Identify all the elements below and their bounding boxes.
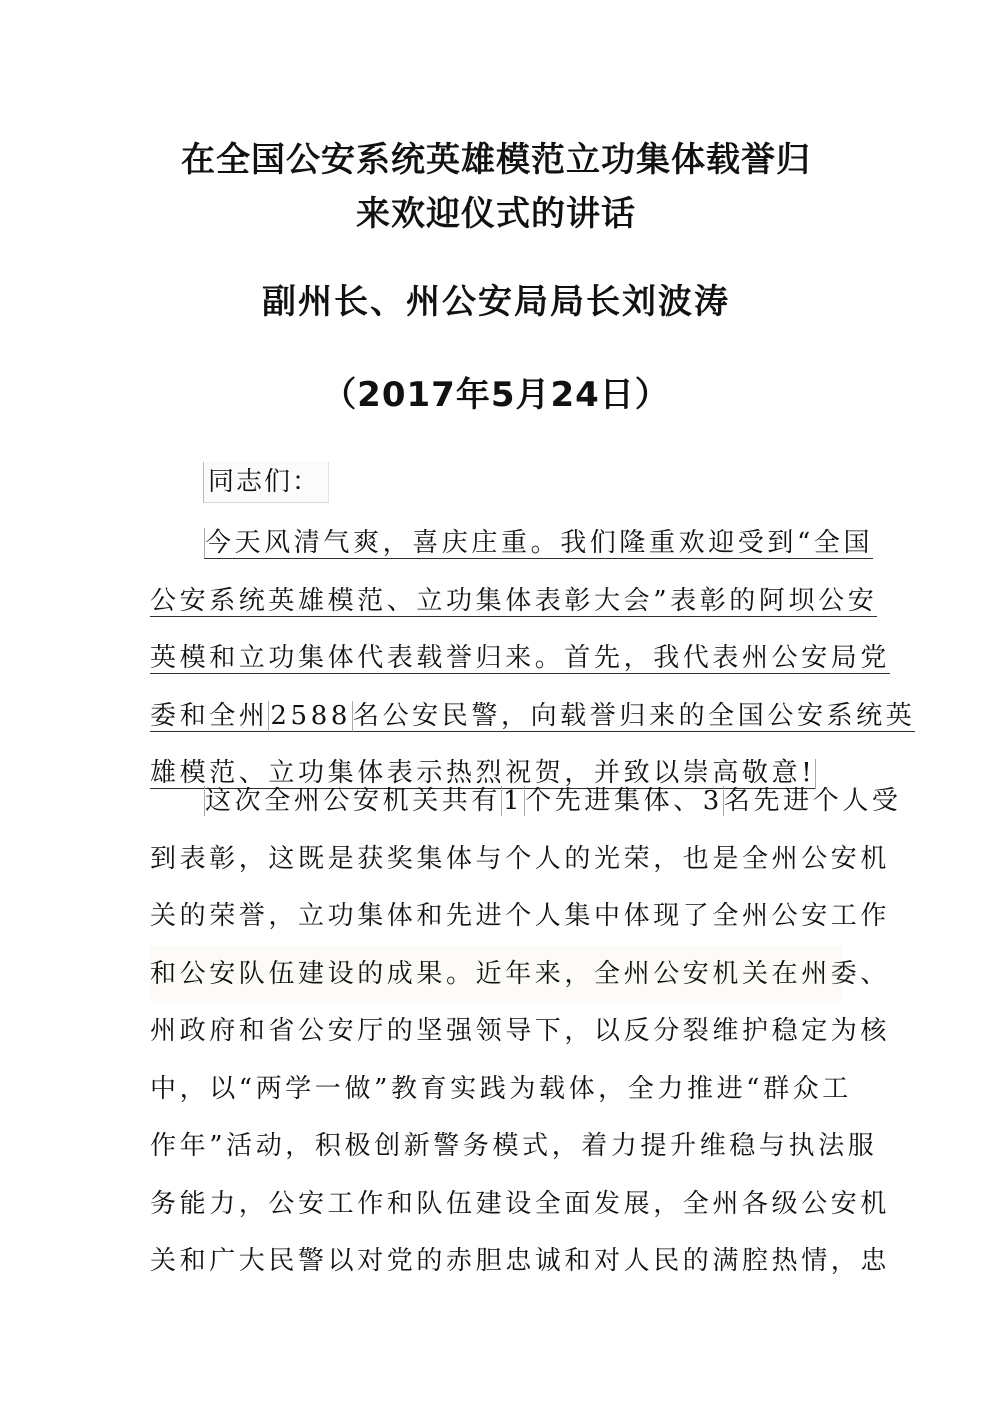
paragraph-2: [150, 773, 902, 1291]
tracked-text: 雄模范、立功集体表示热烈祝贺，并致以崇高敬意!: [150, 758, 816, 788]
paragraph-2-line: [150, 773, 902, 831]
paragraph-2-line: 关的荣誉，立功集体和先进个人集中体现了全州公安工作: [150, 901, 891, 931]
tracked-text: 今天风清气爽，喜庆庄重。我们隆重欢迎受到“全国: [205, 528, 874, 558]
paragraph-2-line: 关和广大民警以对党的赤胆忠诚和对人民的满腔热情，忠: [150, 1246, 891, 1276]
paragraph-1-line: [150, 573, 878, 631]
paragraph-2-line: 州政府和省公安厅的坚强领导下，以反分裂维护稳定为核: [150, 1016, 891, 1046]
tracked-text: 公安系统英雄模范、立功集体表彰大会”表彰的阿坝公安: [150, 585, 878, 616]
tracked-text: 英模和立功集体代表载誉归来。首先，我代表州公安局党: [150, 643, 891, 673]
document-title-line-1: 在全国公安系统英雄模范立功集体载誉归: [181, 140, 811, 180]
speech-date: （2017年5月24日）: [322, 375, 670, 415]
paragraph-2-line: 作年”活动，积极创新警务模式，着力提升维稳与执法服: [150, 1131, 878, 1161]
collective-count: 1: [503, 786, 524, 816]
paragraph-1-line: [150, 630, 891, 688]
body-text: 个先进集体、3: [525, 786, 723, 816]
tracked-text: 委和全州: [150, 700, 269, 731]
tracked-text: 名公安民警，向载誉归来的全国公安系统英: [352, 700, 916, 731]
paragraph-2-line: 和公安队伍建设的成果。近年来，全州公安机关在州委、: [150, 946, 842, 1004]
staff-count: 2588: [270, 700, 351, 731]
paragraph-2-line: 务能力，公安工作和队伍建设全面发展，全州各级公安机: [150, 1188, 891, 1219]
document-title-line-2: 来欢迎仪式的讲话: [356, 194, 636, 234]
salutation: 同志们：: [203, 462, 329, 503]
body-text: 名先进个人受: [723, 786, 902, 816]
body-text: 这次全州公安机关共有: [205, 786, 502, 816]
paragraph-2-line: 中，以“两学一做”教育实践为载体，全力推进“群众工: [150, 1073, 852, 1104]
paragraph-1-line: [150, 688, 916, 746]
paragraph-2-line: 到表彰，这既是获奖集体与个人的光荣，也是全州公安机: [150, 843, 891, 874]
speaker-name: 副州长、州公安局局长刘波涛: [262, 282, 730, 322]
paragraph-1-line: [150, 515, 874, 573]
